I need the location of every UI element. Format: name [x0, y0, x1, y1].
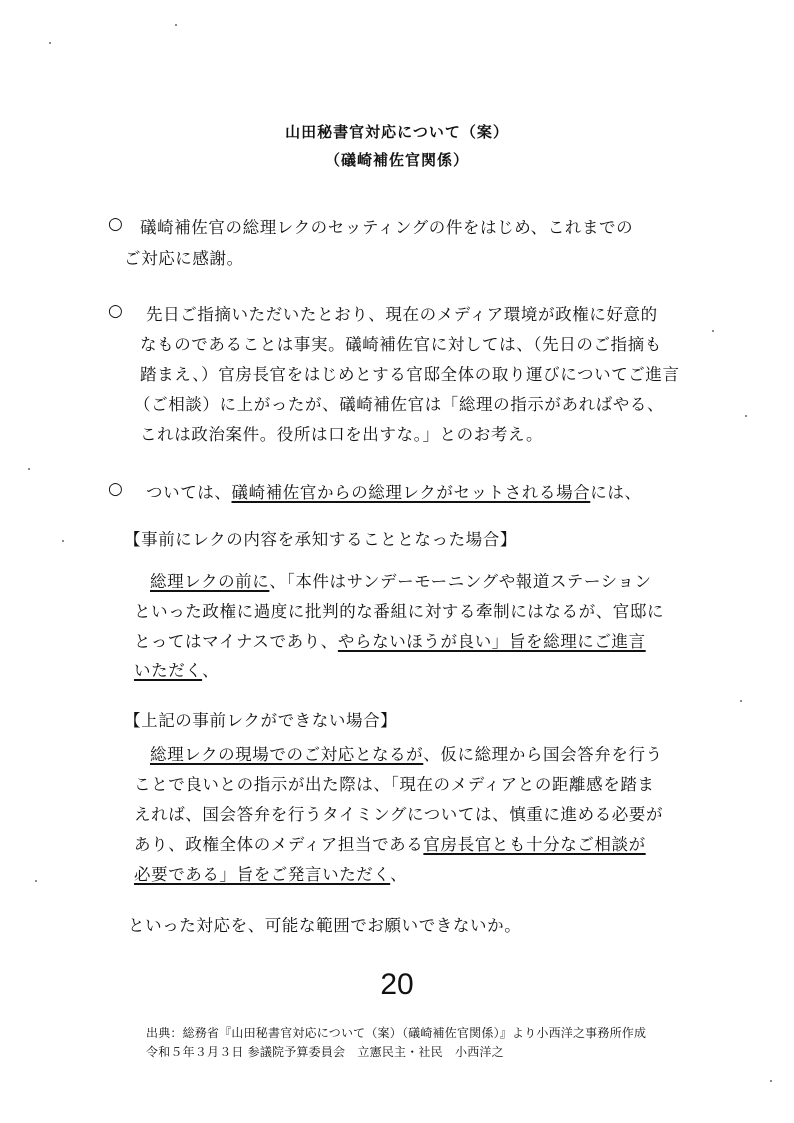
- case2-line: ことで良いとの指示が出た際は、「現在のメディアとの距離感を踏ま: [134, 775, 655, 794]
- para3-text: ついては、: [146, 483, 232, 502]
- para2-line: 先日ご指摘いただいたとおり、現在のメディア環境が政権に好意的: [146, 305, 658, 324]
- case1-underlined: いただく: [134, 661, 203, 680]
- source-note-line2: 令和５年３月３日 参議院予算委員会 立憲民主・社民 小西洋之: [146, 1045, 504, 1059]
- para3-underlined: 礒崎補佐官からの総理レクがセットされる場合: [231, 483, 591, 502]
- case1-text: とってはマイナスであり、: [134, 632, 338, 651]
- case1-line: といった政権に過度に批判的な番組に対する牽制にはなるが、官邸に: [134, 602, 665, 621]
- para2-line: 踏まえ、）官房長官をはじめとする官邸全体の取り運びについてご進言: [140, 365, 680, 384]
- case2-underlined: 必要である」旨をご発言いただく: [134, 865, 391, 884]
- case1-underlined: 総理レクの前に: [150, 572, 270, 591]
- case1-line: [150, 568, 652, 592]
- para3-line: [146, 479, 642, 503]
- scan-speck: [770, 1080, 772, 1082]
- case1-line: [134, 657, 219, 681]
- scan-speck: [28, 468, 30, 470]
- para1-line: 礒崎補佐官の総理レクのセッティングの件をはじめ、これまでの: [140, 218, 634, 237]
- case2-text: あり、政権全体のメディア担当である: [134, 835, 424, 854]
- scan-speck: [712, 330, 714, 332]
- para3-text: には、: [590, 483, 642, 502]
- case2-underlined: 総理レクの現場でのご対応となるが: [150, 745, 424, 764]
- case2-text: 、: [390, 865, 408, 884]
- case1-underlined: やらないほうが良い」旨を総理にご進言: [337, 632, 646, 651]
- case2-underlined: 官房長官とも十分なご相談が: [423, 835, 646, 854]
- bullet-marker: ○: [108, 301, 123, 321]
- case2-heading: 【上記の事前レクができない場合】: [124, 711, 398, 730]
- scan-speck: [49, 42, 51, 44]
- para2-line: これは政治案件。役所は口を出すな。」とのお考え。: [140, 425, 544, 444]
- case2-line: [134, 861, 407, 885]
- case1-heading: 【事前にレクの内容を承知することとなった場合】: [124, 530, 517, 549]
- bullet-marker: ○: [108, 479, 123, 499]
- scan-speck: [35, 880, 37, 882]
- case1-line: [134, 628, 646, 652]
- scan-speck: [175, 24, 177, 26]
- case2-line: [150, 741, 663, 765]
- para1-line: ご対応に感謝。: [124, 249, 244, 268]
- scan-speck: [740, 700, 742, 702]
- para2-line: なものであることは事実。礒崎補佐官に対しては、（先日のご指摘も: [140, 335, 662, 354]
- para2-line: （ご相談）に上がったが、礒崎補佐官は「総理の指示があればやる、: [134, 395, 665, 414]
- page-number: 20: [380, 968, 414, 1001]
- scan-speck: [745, 415, 747, 417]
- closing-line: といった対応を、可能な範囲でお願いできないか。: [128, 916, 522, 935]
- case2-line: [134, 831, 646, 855]
- doc-subtitle: （礒崎補佐官関係）: [324, 151, 469, 169]
- case2-text: 、仮に総理から国会答弁を行う: [423, 745, 663, 764]
- doc-title: 山田秘書官対応について（案）: [285, 123, 509, 141]
- case1-text: 、: [202, 661, 220, 680]
- source-note-line1: 出典：総務省『山田秘書官対応について（案）（礒崎補佐官関係）』より小西洋之事務所作成: [146, 1026, 647, 1040]
- case2-line: えれば、国会答弁を行うタイミングについては、慎重に進める必要が: [134, 805, 664, 824]
- case1-text: 、「本件はサンデーモーニングや報道ステーション: [269, 572, 652, 591]
- bullet-marker: ○: [108, 214, 123, 234]
- scan-speck: [62, 540, 64, 542]
